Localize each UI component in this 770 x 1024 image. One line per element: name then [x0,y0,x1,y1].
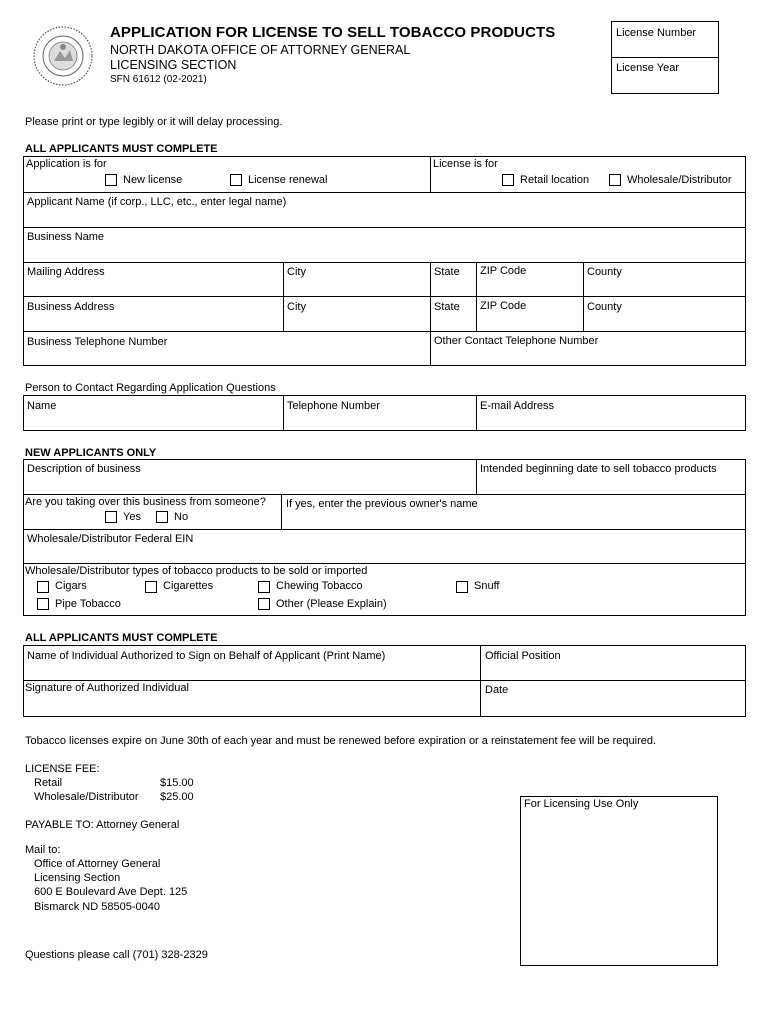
snuff-label: Snuff [474,580,500,592]
retail-location-checkbox[interactable] [502,174,514,186]
intended-date-field[interactable]: Intended beginning date to sell tobacco products [480,463,717,475]
authorized-name-field[interactable]: Name of Individual Authorized to Sign on Behalf of Applicant (Print Name) [27,650,386,662]
mail-to-label: Mail to: [25,844,61,856]
snuff-checkbox[interactable] [456,581,468,593]
agency-name: NORTH DAKOTA OFFICE OF ATTORNEY GENERAL [110,43,411,57]
applicant-name-field[interactable]: Applicant Name (if corp., LLC, etc., enter legal name) [27,196,287,208]
mail-address-line-4: Bismarck ND 58505-0040 [34,901,160,913]
form-title: APPLICATION FOR LICENSE TO SELL TOBACCO PRODUCTS [110,24,556,41]
mail-address-line-1: Office of Attorney General [34,858,161,870]
wholesale-fee-label: Wholesale/Distributor [34,791,139,803]
payable-to: PAYABLE TO: Attorney General [25,819,180,831]
federal-ein-field[interactable]: Wholesale/Distributor Federal EIN [27,533,194,545]
yes-label: Yes [123,511,141,523]
contact-section-heading: Person to Contact Regarding Application Questions [25,382,276,394]
business-name-field[interactable]: Business Name [27,231,105,243]
form-number: SFN 61612 (02-2021) [110,74,207,85]
cigarettes-checkbox[interactable] [145,581,157,593]
new-license-checkbox[interactable] [105,174,117,186]
wholesale-fee-value: $25.00 [160,791,194,803]
mail-address-line-3: 600 E Boulevard Ave Dept. 125 [34,886,188,898]
contact-table [23,395,746,431]
applicant-info-table [23,156,746,366]
mail-address-line-2: Licensing Section [34,872,121,884]
retail-location-label: Retail location [520,174,590,186]
product-types-label: Wholesale/Distributor types of tobacco products to be sold or imported [25,565,368,577]
chewing-tobacco-label: Chewing Tobacco [276,580,363,592]
license-renewal-checkbox[interactable] [230,174,242,186]
business-county-field[interactable]: County [587,301,622,313]
cigars-checkbox[interactable] [37,581,49,593]
wholesale-distributor-label: Wholesale/Distributor [627,174,732,186]
other-label: Other (Please Explain) [276,598,387,610]
signature-date-field[interactable]: Date [485,684,509,696]
retail-fee-label: Retail [34,777,63,789]
state-seal [32,25,94,90]
other-checkbox[interactable] [258,598,270,610]
pipe-tobacco-label: Pipe Tobacco [55,598,121,610]
official-position-field[interactable]: Official Position [485,650,561,662]
business-description-field[interactable]: Description of business [27,463,141,475]
license-fee-heading: LICENSE FEE: [25,763,100,775]
no-label: No [174,511,189,523]
chewing-tobacco-checkbox[interactable] [258,581,270,593]
contact-name-field[interactable]: Name [27,400,57,412]
mailing-address-field[interactable]: Mailing Address [27,266,105,278]
business-phone-field[interactable]: Business Telephone Number [27,336,168,348]
business-city-field[interactable]: City [287,301,306,313]
section-heading-signature: ALL APPLICANTS MUST COMPLETE [25,632,218,644]
expiration-note: Tobacco licenses expire on June 30th of each year and must be renewed before expiration or a reinstatement fee will be required. [25,735,657,747]
business-address-field[interactable]: Business Address [27,301,115,313]
license-renewal-label: License renewal [248,174,328,186]
section-heading-all-applicants: ALL APPLICANTS MUST COMPLETE [25,143,218,155]
mailing-county-field[interactable]: County [587,266,622,278]
questions-phone: Questions please call (701) 328-2329 [25,949,208,961]
licensing-use-only-box [520,796,718,966]
signature-field[interactable]: Signature of Authorized Individual [25,682,189,694]
other-phone-field[interactable]: Other Contact Telephone Number [434,335,599,347]
business-state-field[interactable]: State [434,301,460,313]
taking-over-label: Are you taking over this business from someone? [25,496,266,508]
section-heading-new-applicants: NEW APPLICANTS ONLY [25,447,157,459]
instructions: Please print or type legibly or it will delay processing. [25,116,283,128]
licensing-use-only-label: For Licensing Use Only [524,798,639,810]
new-license-label: New license [123,174,183,186]
application-is-for-label: Application is for [26,158,107,170]
wholesale-distributor-checkbox[interactable] [609,174,621,186]
mailing-city-field[interactable]: City [287,266,306,278]
cigarettes-label: Cigarettes [163,580,214,592]
license-number-label: License Number [616,27,697,39]
taking-over-yes-checkbox[interactable] [105,511,117,523]
license-is-for-label: License is for [433,158,498,170]
license-year-label: License Year [616,62,679,74]
business-zip-field[interactable]: ZIP Code [480,300,527,312]
mailing-zip-field[interactable]: ZIP Code [480,265,527,277]
section-name: LICENSING SECTION [110,58,237,72]
contact-phone-field[interactable]: Telephone Number [287,400,380,412]
pipe-tobacco-checkbox[interactable] [37,598,49,610]
taking-over-no-checkbox[interactable] [156,511,168,523]
mailing-state-field[interactable]: State [434,266,460,278]
contact-email-field[interactable]: E-mail Address [480,400,554,412]
cigars-label: Cigars [55,580,87,592]
previous-owner-field[interactable]: If yes, enter the previous owner's name [286,498,478,510]
retail-fee-value: $15.00 [160,777,194,789]
